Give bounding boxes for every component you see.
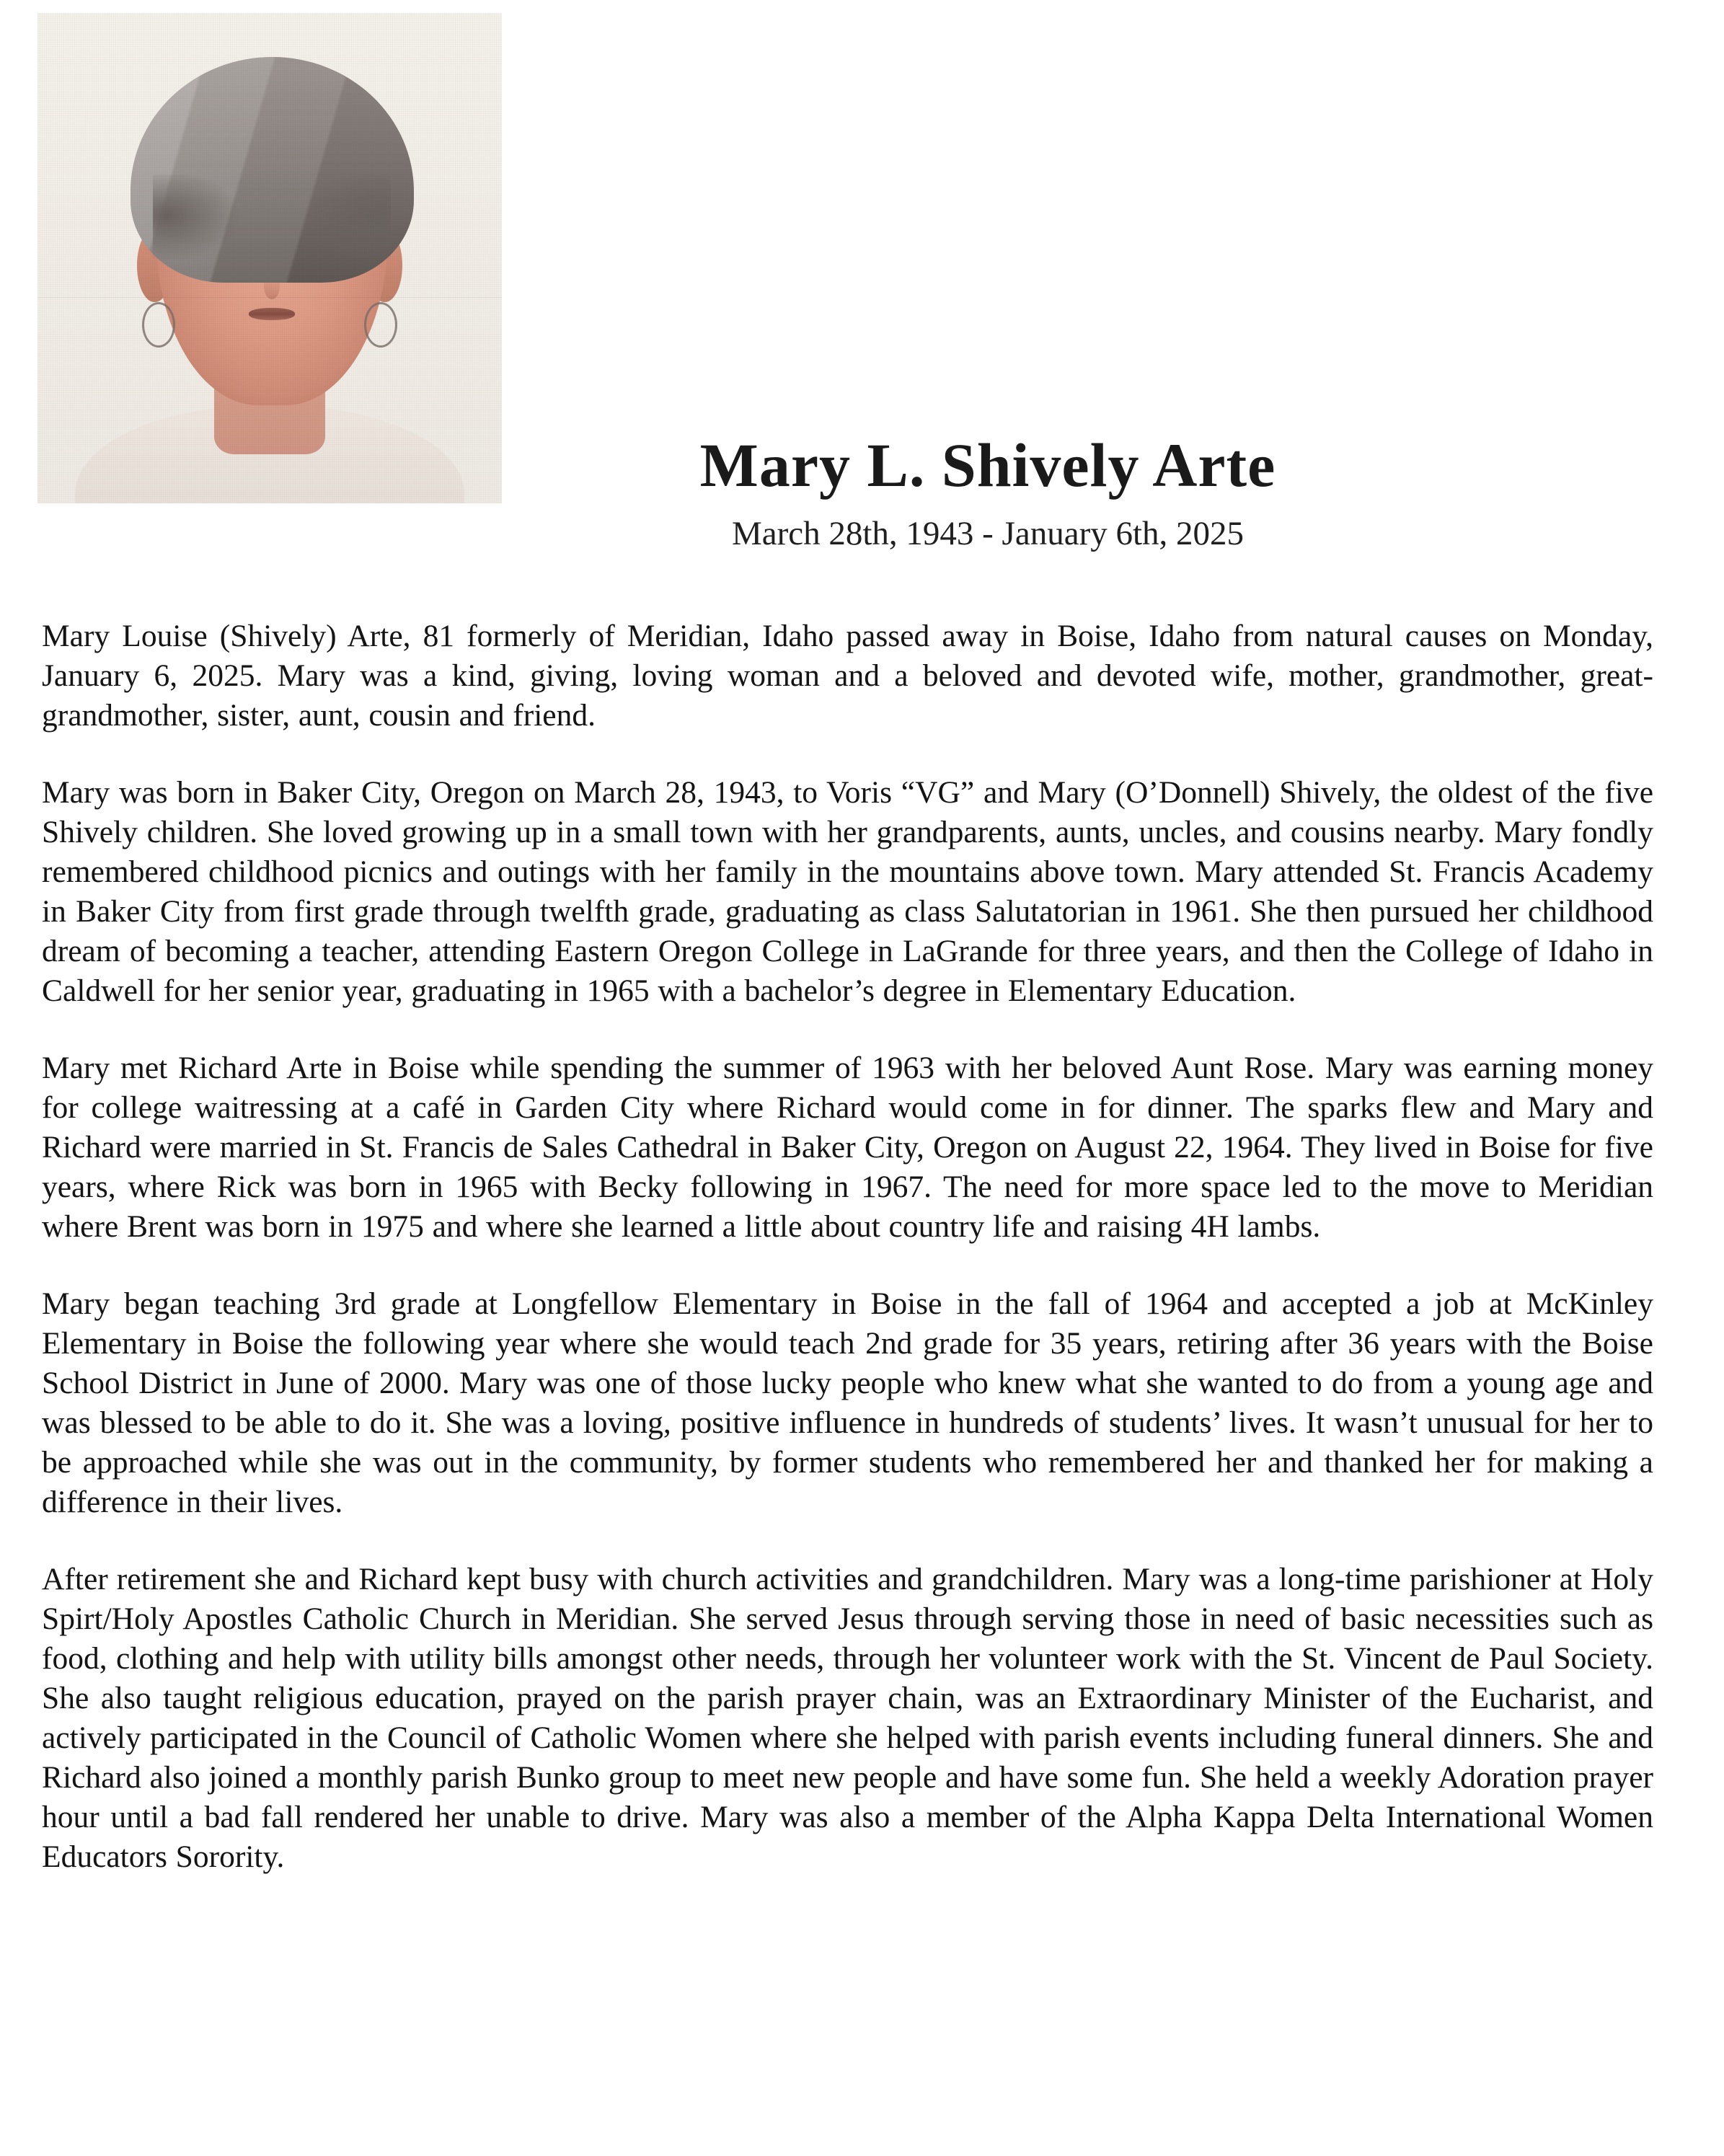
obituary-header [548, 430, 1428, 555]
hoop-earring-right [364, 302, 397, 348]
hair [131, 57, 414, 283]
obituary-paragraph: Mary began teaching 3rd grade at Longfellow Elementary in Boise in the fall of 1964 and accepted a job at McKinley Elementary in Boise the following year where she would teach 2nd grade for 35 years, retiring after 36 years with the Boise School District in June of 2000. Mary was one of those lucky people who knew what she wanted to do from a young age and was blessed to be able to do it. She was a loving, positive influence in hundreds of students’ lives. It wasn’t unusual for her to be approached while she was out in the community, by former students who remembered her and thanked her for making a difference in their lives. [42, 1286, 1653, 1519]
scan-fold-line [37, 297, 502, 298]
life-dates: March 28th, 1943 - January 6th, 2025 [731, 515, 1245, 553]
obituary-paragraph: After retirement she and Richard kept busy with church activities and grandchildren. Mary was a long-time parishioner at Holy Spirt/Holy Apostles Catholic Church in Meridian. She served Jesus through serving those in need of basic necessities such as food, clothing and help with utility bills amongst other needs, through her volunteer work with the St. Vincent de Paul Society. She also taught religious education, prayed on the parish prayer chain, was an Extraordinary Minister of the Eucharist, and actively participated in the Council of Catholic Women where she helped with parish events including funeral dinners. She and Richard also joined a monthly parish Bunko group to meet new people and have some fun. She held a weekly Adoration prayer hour until a bad fall rendered her unable to drive. Mary was also a member of the Alpha Kappa Delta International Women Educators Sorority. [42, 1562, 1653, 1874]
obituary-body [42, 617, 1653, 1877]
deceased-name: Mary L. Shively Arte [699, 430, 1276, 500]
hoop-earring-left [142, 302, 175, 348]
obituary-paragraph: Mary met Richard Arte in Boise while spending the summer of 1963 with her beloved Aunt Rose. Mary was earning money for college waitressing at a café in Garden City where Richard would come in for dinner. The sparks flew and Mary and Richard were married in St. Francis de Sales Cathedral in Baker City, Oregon on August 22, 1964. They lived in Boise for five years, where Rick was born in 1965 with Becky following in 1967. The need for more space led to the move to Meridian where Brent was born in 1975 and where she learned a little about country life and raising 4H lambs. [42, 1051, 1653, 1244]
photo-background [37, 13, 502, 503]
portrait-photo [37, 13, 502, 503]
obituary-paragraph: Mary Louise (Shively) Arte, 81 formerly of Meridian, Idaho passed away in Boise, Idaho from natural causes on Monday, January 6, 2025. Mary was a kind, giving, loving woman and a beloved and devoted wife, mother, grandmother, great-grandmother, sister, aunt, cousin and friend. [42, 619, 1653, 733]
hair-highlights [131, 57, 414, 283]
mouth [249, 308, 295, 320]
obituary-paragraph: Mary was born in Baker City, Oregon on March 28, 1943, to Voris “VG” and Mary (O’Donnell) Shively, the oldest of the five Shively children. She loved growing up in a small town with her grandparents, aunts, uncles, and cousins nearby. Mary fondly remembered childhood picnics and outings with her family in the mountains above town. Mary attended St. Francis Academy in Baker City from first grade through twelfth grade, graduating as class Salutatorian in 1961. She then pursued her childhood dream of becoming a teacher, attending Eastern Oregon College in LaGrande for three years, and then the College of Idaho in Caldwell for her senior year, graduating in 1965 with a bachelor’s degree in Elementary Education. [42, 775, 1653, 1008]
